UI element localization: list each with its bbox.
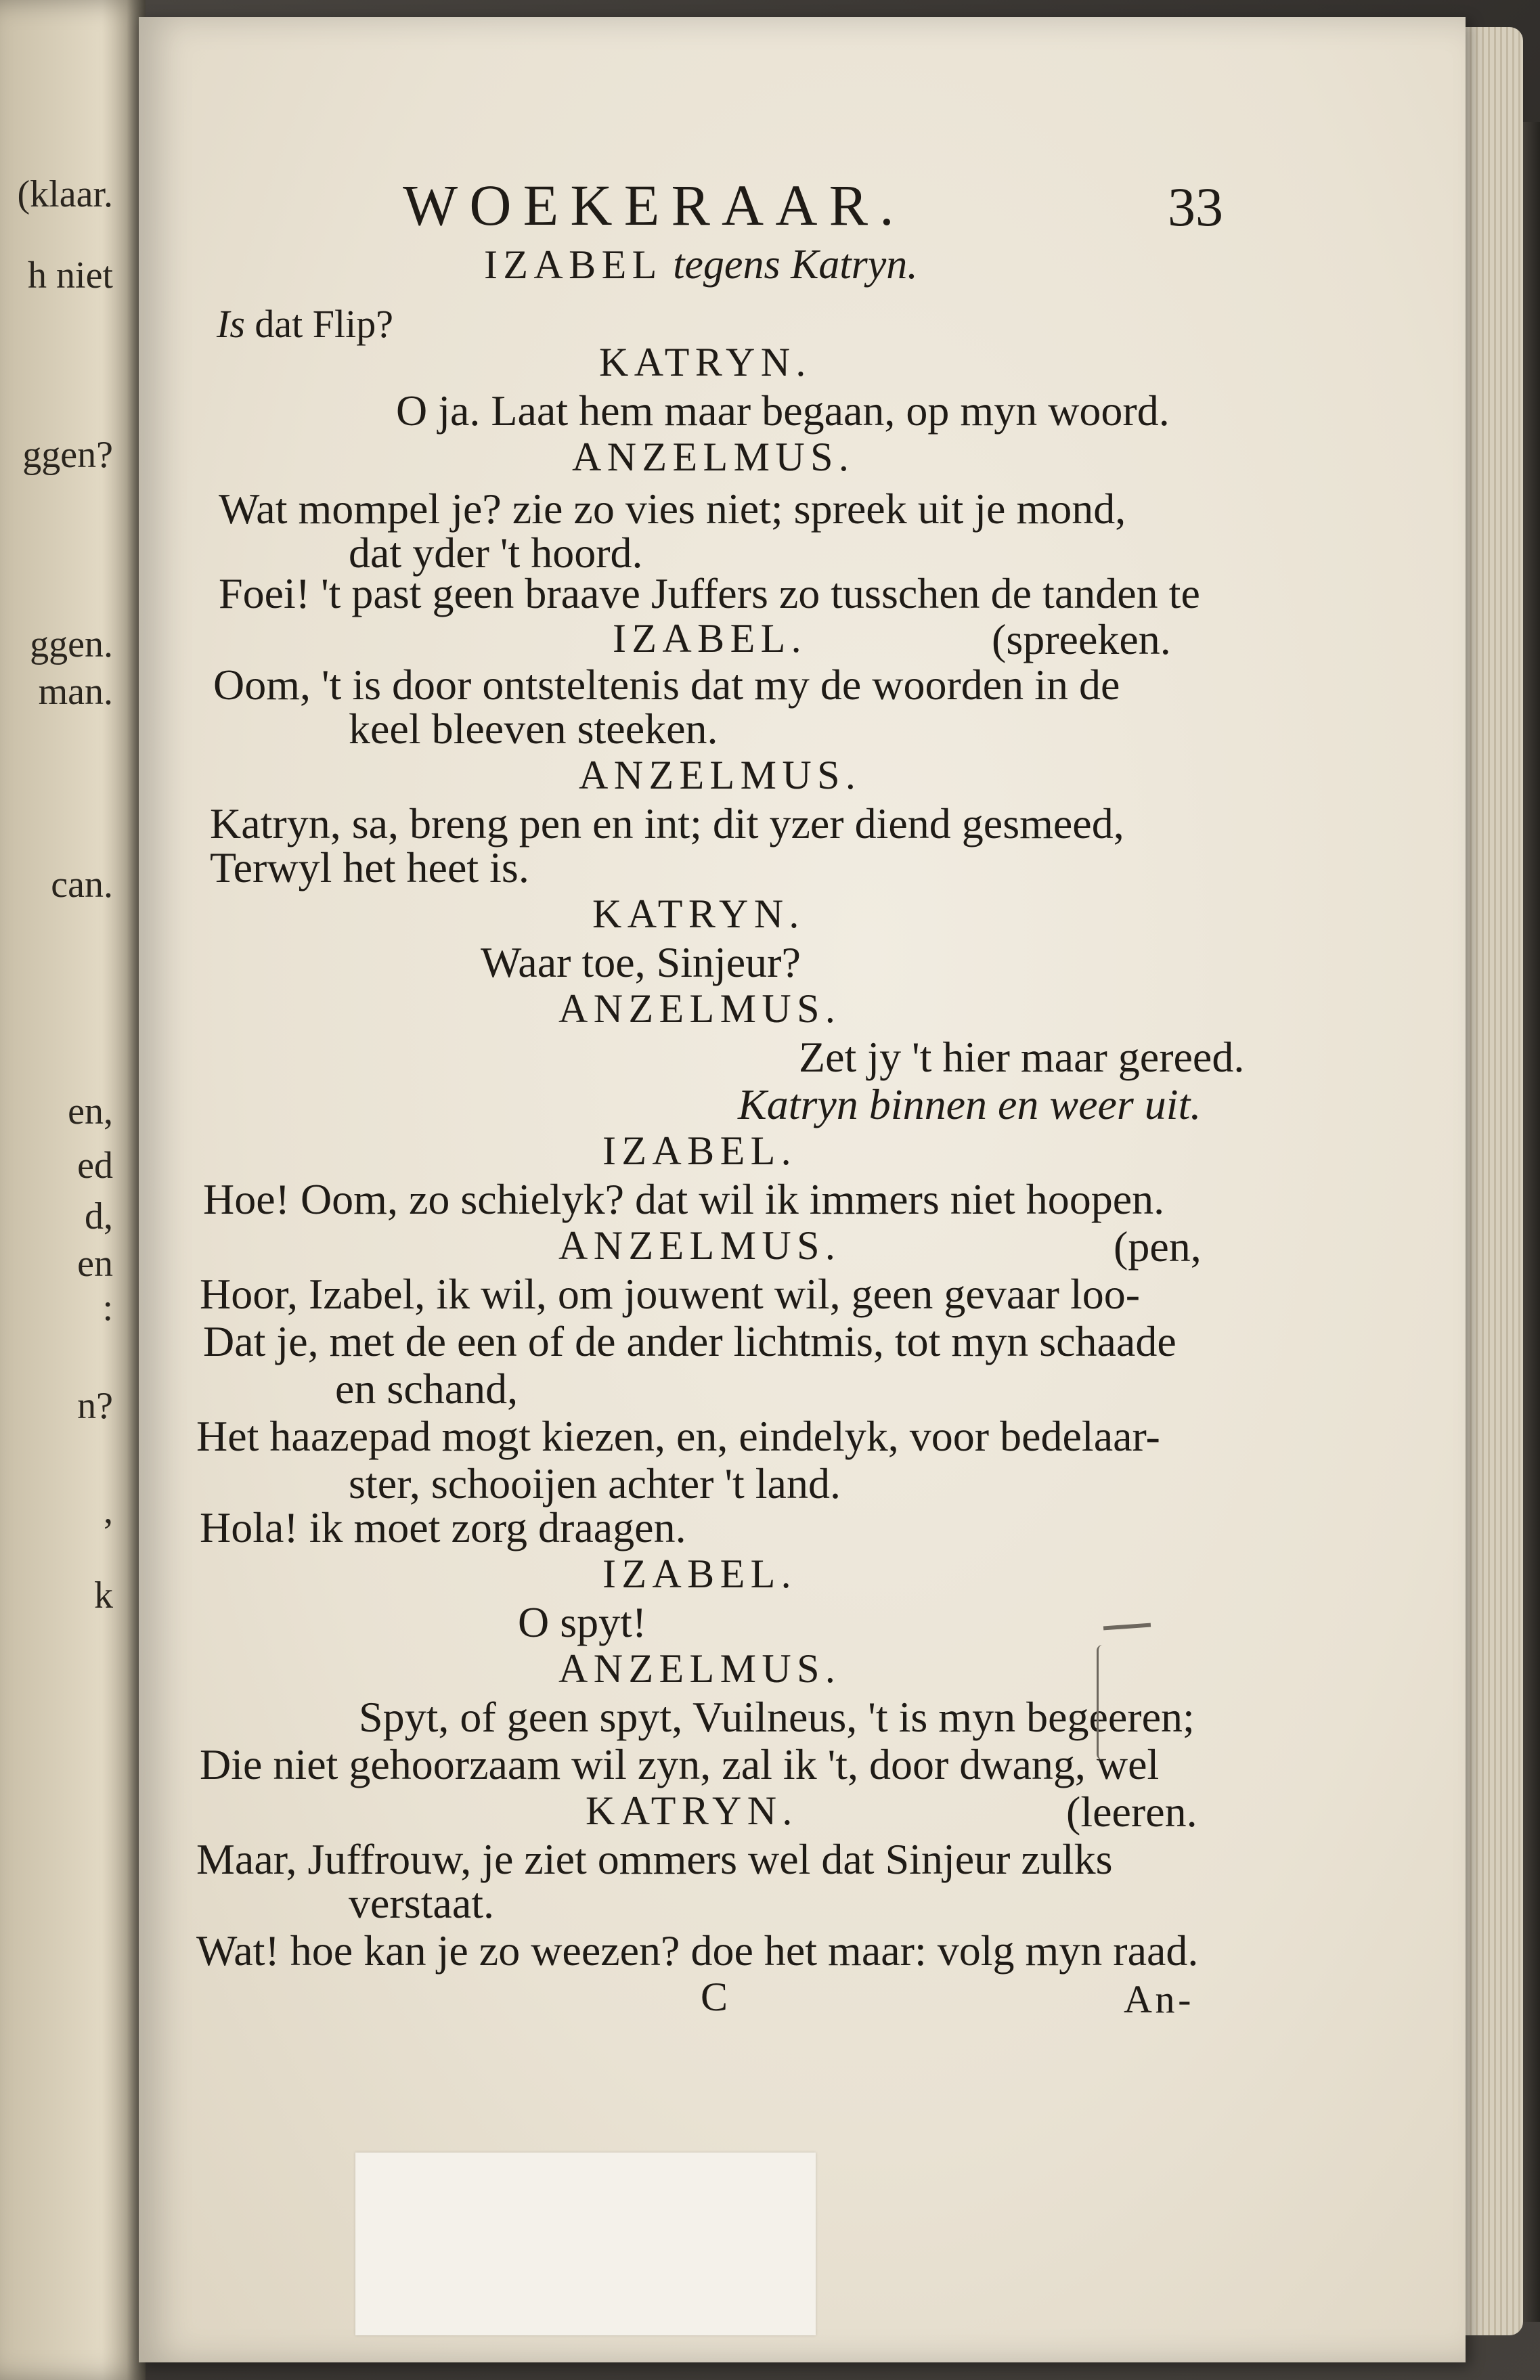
verse-line: ster, schooijen achter 't land. bbox=[349, 1459, 841, 1507]
verse-line: dat yder 't hoord. bbox=[349, 529, 643, 577]
verse-line: verstaat. bbox=[349, 1879, 494, 1927]
verse-line: O ja. Laat hem maar begaan, op myn woord. bbox=[396, 387, 1170, 435]
verse-line: Die niet gehoorzaam wil zyn, zal ik 't, door dwang, wel bbox=[200, 1740, 1160, 1788]
stage-direction: Katryn binnen en weer uit. bbox=[738, 1080, 1202, 1128]
speaker-name: IZABEL. bbox=[613, 616, 808, 661]
speaker-name: ANZELMUS. bbox=[572, 435, 855, 479]
running-title: WOEKERAAR. bbox=[403, 173, 906, 238]
left-page-fragment: , bbox=[104, 1490, 113, 1532]
verse-line: Wat mompel je? zie zo vies niet; spreek uit je mond, bbox=[219, 485, 1126, 533]
verse-line: Foei! 't past geen braave Juffers zo tusschen de tanden te bbox=[219, 569, 1200, 617]
verse-text: dat Flip? bbox=[244, 302, 393, 346]
left-page-fragment: h niet bbox=[28, 255, 113, 296]
speaker-name: ANZELMUS. bbox=[579, 753, 862, 797]
left-page-fragment: man. bbox=[38, 671, 113, 713]
left-page-fragment: d, bbox=[85, 1195, 113, 1237]
left-page bbox=[0, 0, 146, 2380]
speaker-name: ANZELMUS. bbox=[558, 1646, 841, 1691]
book-page bbox=[139, 17, 1466, 2362]
scene-heading-rest: tegens Katryn. bbox=[673, 242, 918, 288]
turnover-word: (pen, bbox=[1114, 1222, 1202, 1271]
speaker-name: ANZELMUS. bbox=[558, 1223, 841, 1268]
verse-italic: Is bbox=[217, 302, 245, 346]
speaker-name: IZABEL. bbox=[602, 1551, 797, 1596]
verse-line: en schand, bbox=[335, 1365, 519, 1413]
verse-line: Hola! ik moet zorg draagen. bbox=[200, 1503, 686, 1551]
turnover-word: (spreeken. bbox=[992, 615, 1171, 663]
left-page-fragment: (klaar. bbox=[17, 173, 113, 215]
speaker-name: IZABEL. bbox=[602, 1128, 797, 1173]
scene-heading bbox=[484, 244, 918, 286]
scene-heading-speaker: IZABEL bbox=[484, 242, 663, 287]
verse-line: Waar toe, Sinjeur? bbox=[481, 938, 801, 986]
verse-line: Katryn, sa, breng pen en int; dit yzer diend gesmeed, bbox=[210, 799, 1124, 847]
verse-line: Dat je, met de een of de ander lichtmis, tot myn schaade bbox=[203, 1317, 1176, 1365]
signature-mark: C bbox=[701, 1975, 728, 2019]
left-page-fragment: n? bbox=[77, 1385, 113, 1427]
left-page-fragment: k bbox=[94, 1574, 113, 1616]
left-page-fragment: en bbox=[77, 1243, 113, 1285]
verse-line: Hoor, Izabel, ik wil, om jouwent wil, geen gevaar loo- bbox=[200, 1270, 1141, 1318]
verse-line: Oom, 't is door ontsteltenis dat my de woorden in de bbox=[213, 661, 1120, 709]
left-page-fragment: ggen? bbox=[22, 434, 113, 476]
page-number: 33 bbox=[1168, 176, 1223, 238]
verse-line: O spyt! bbox=[518, 1598, 647, 1646]
verse-line: Maar, Juffrouw, je ziet ommers wel dat Sinjeur zulks bbox=[196, 1835, 1113, 1883]
left-page-fragment: en, bbox=[68, 1090, 113, 1132]
verse-line bbox=[217, 302, 393, 346]
left-page-fragment: ggen. bbox=[30, 623, 113, 665]
speaker-name: KATRYN. bbox=[586, 1788, 798, 1833]
paper-slip bbox=[355, 2153, 816, 2335]
turnover-word: (leeren. bbox=[1066, 1788, 1197, 1836]
pencil-bracket bbox=[1097, 1645, 1108, 1760]
left-page-fragment: can. bbox=[51, 864, 113, 906]
verse-line: Zet jy 't hier maar gereed. bbox=[799, 1033, 1245, 1081]
verse-line: Spyt, of geen spyt, Vuilneus, 't is myn begeeren; bbox=[359, 1693, 1195, 1741]
speaker-name: ANZELMUS. bbox=[558, 986, 841, 1031]
catchword: An- bbox=[1124, 1977, 1195, 2021]
verse-line: Wat! hoe kan je zo weezen? doe het maar: volg myn raad. bbox=[196, 1926, 1199, 1975]
verse-line: Het haazepad mogt kiezen, en, eindelyk, voor bedelaar- bbox=[196, 1412, 1160, 1460]
verse-line: Hoe! Oom, zo schielyk? dat wil ik immers niet hoopen. bbox=[203, 1175, 1165, 1223]
left-page-fragment: ed bbox=[77, 1145, 113, 1187]
verse-line: Terwyl het heet is. bbox=[210, 843, 529, 891]
verse-line: keel bleeven steeken. bbox=[349, 705, 718, 753]
left-page-fragment: : bbox=[102, 1287, 113, 1329]
speaker-name: KATRYN. bbox=[599, 340, 812, 384]
speaker-name: KATRYN. bbox=[592, 891, 805, 936]
